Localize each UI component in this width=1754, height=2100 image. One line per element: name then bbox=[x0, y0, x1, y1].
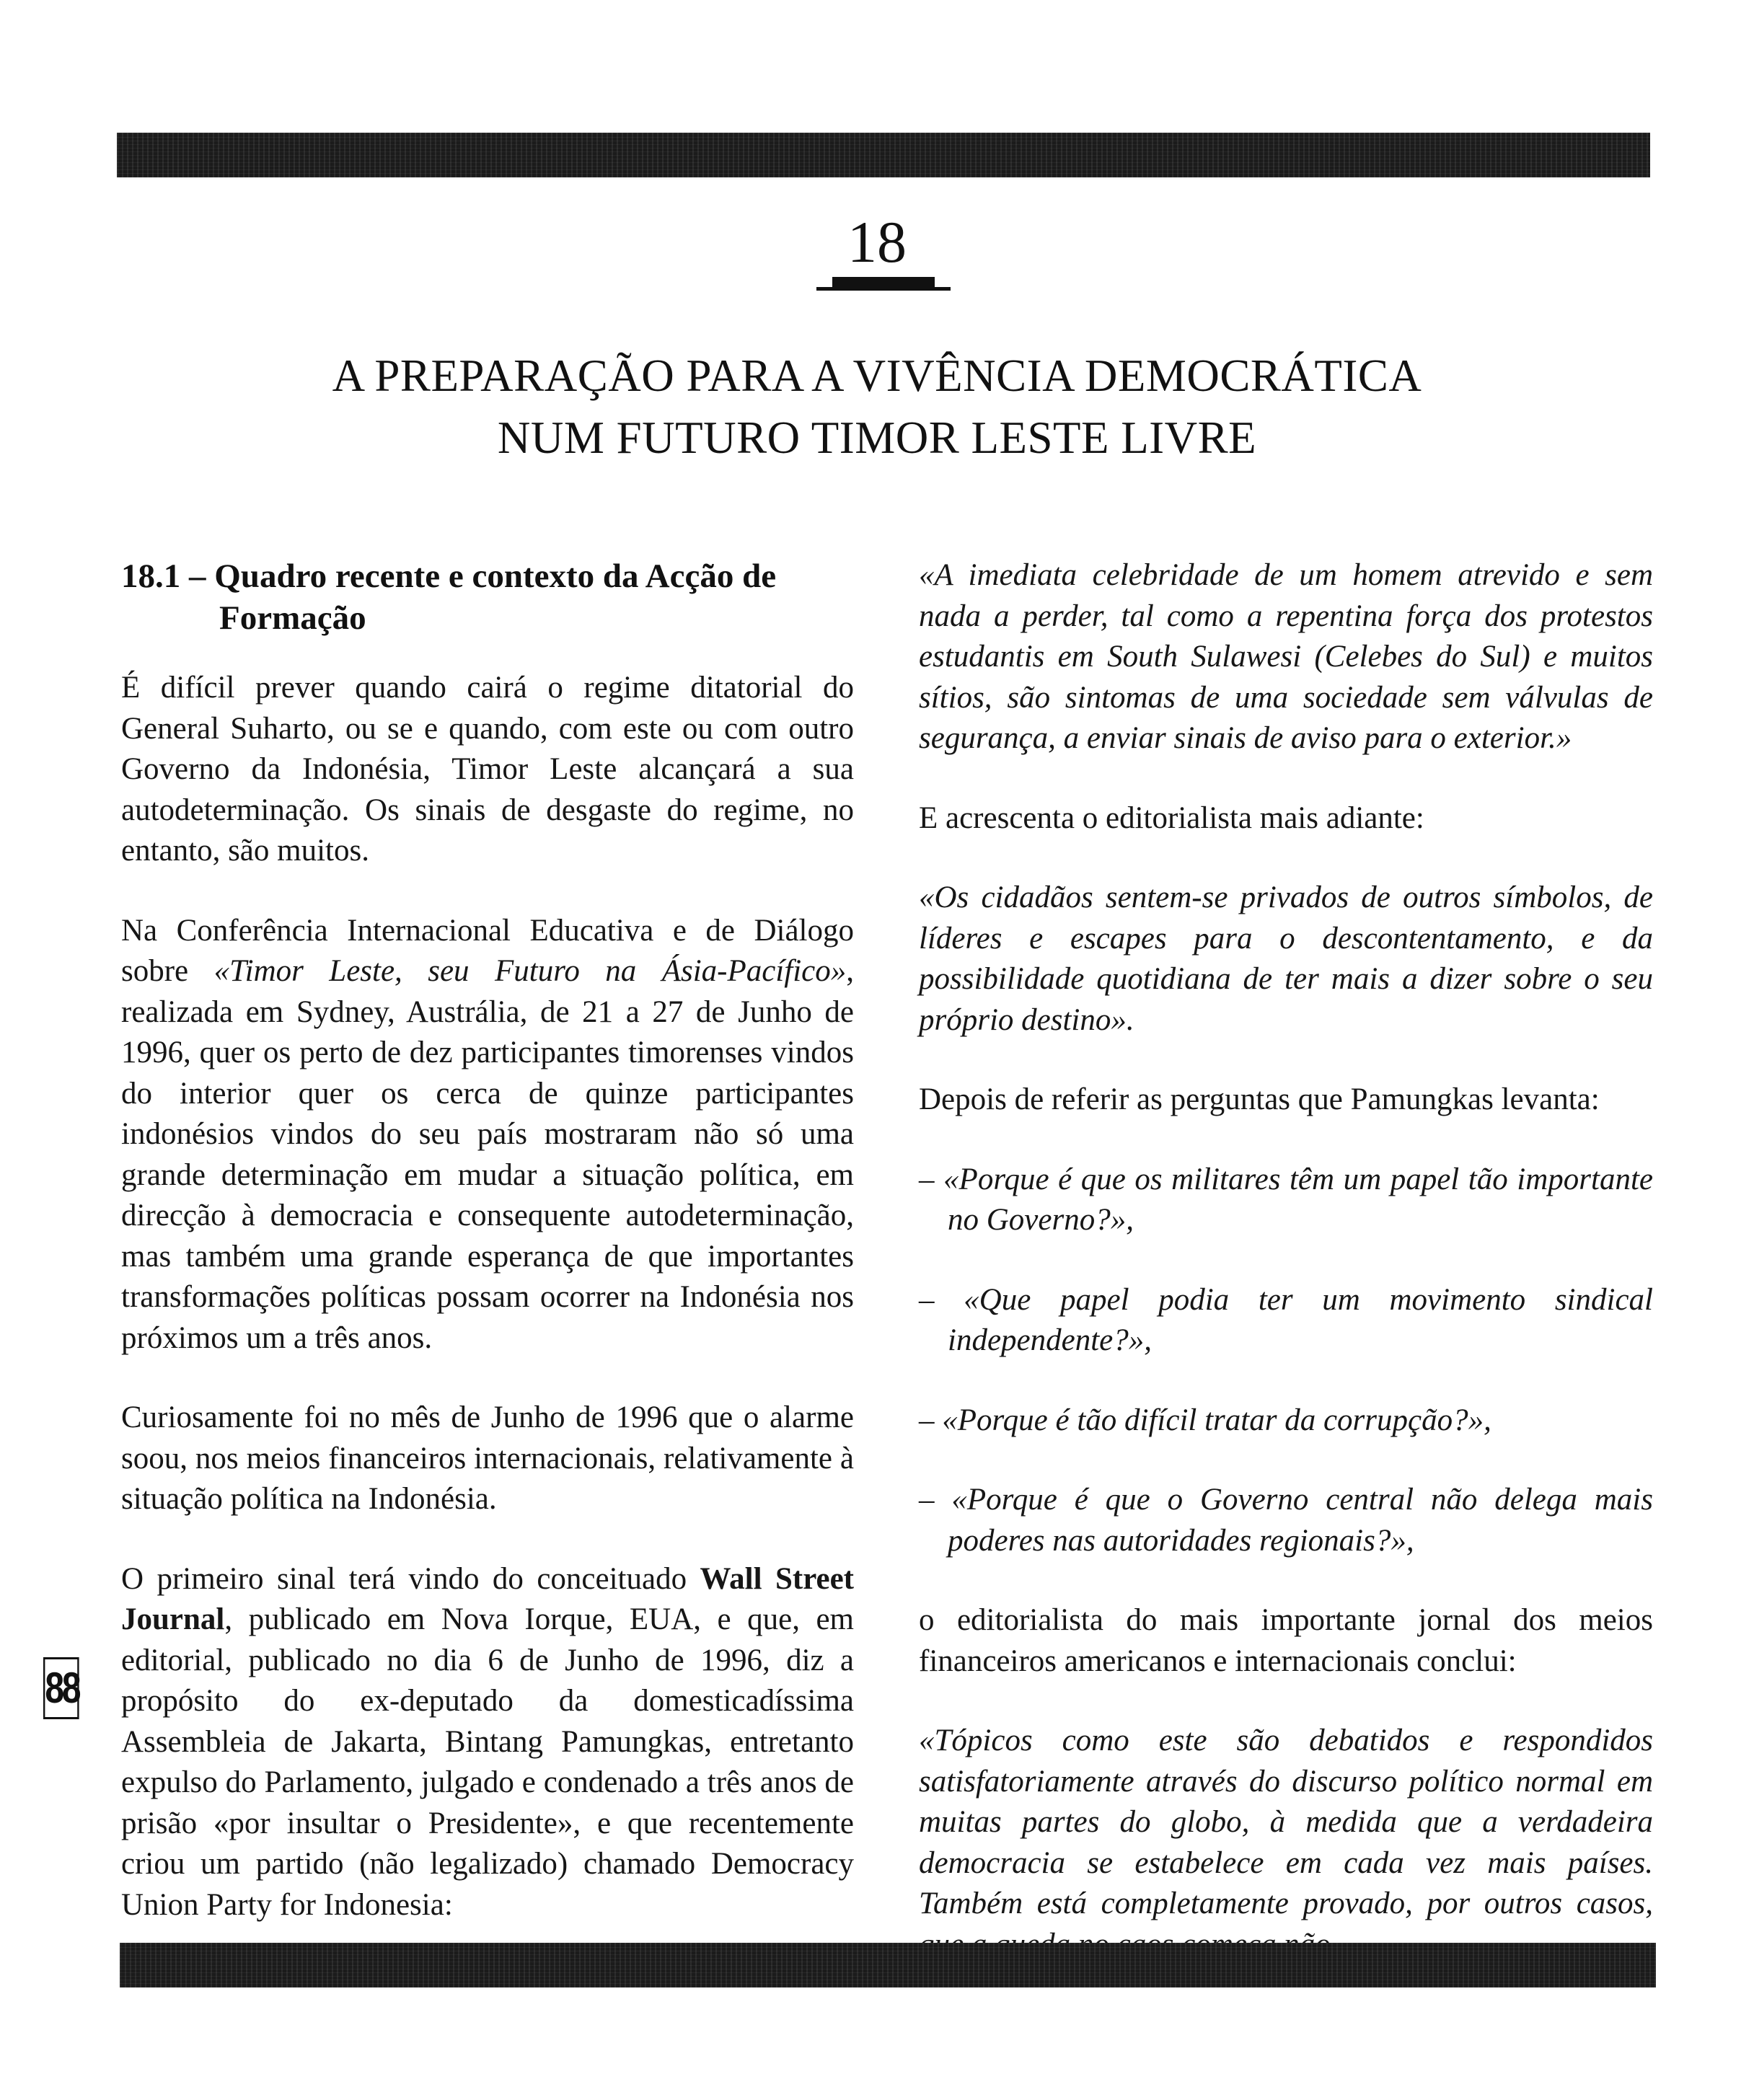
paragraph-wsj bbox=[121, 1559, 854, 1926]
section-heading: 18.1 – Quadro recente e contexto da Acção de Formação bbox=[121, 557, 777, 637]
wall-street-journal: Wall Street Journal bbox=[121, 1561, 854, 1636]
chapter-title-line-2: NUM FUTURO TIMOR LESTE LIVRE bbox=[497, 412, 1257, 463]
paragraph-wsj-text-a: O primeiro sinal terá vindo do conceituado bbox=[121, 1561, 700, 1596]
paragraph-conference bbox=[121, 911, 854, 1359]
right-column bbox=[919, 555, 1653, 2004]
paragraph-conference-text-a: Na Conferência Internacional Educativa e de Diálogo sobre bbox=[121, 913, 854, 988]
paragraph-editorialist-adds: E acrescenta o editorialista mais adiante: bbox=[919, 800, 1424, 835]
page-number: 88 bbox=[43, 1657, 79, 1719]
question-item: – «Porque é que os militares têm um papel tão importante no Governo?», bbox=[919, 1162, 1653, 1237]
paragraph-wsj-text-b: , publicado em Nova Iorque, EUA, e que, em editorial, publicado no dia 6 de Junho de 1996, diz a propósito do ex-deputado da domesticadíssima Assembleia de Jakarta, Bintang Pamungkas, entretanto expulso do Parlamento, julgado e condenado a três anos de prisão «por insultar o Presidente», e que recentemente criou um partido (não legalizado) chamado Democracy Union Party for Indonesia: bbox=[121, 1602, 854, 1922]
paragraph-intro: É difícil prever quando cairá o regime ditatorial do General Suharto, ou se e quando, com este ou com outro Governo da Indonésia, Timor Leste alcançará a sua autodeterminação. Os sinais de desgaste do regime, no entanto, são muitos. bbox=[121, 671, 854, 868]
paragraph-questions-intro: Depois de referir as perguntas que Pamungkas levanta: bbox=[919, 1082, 1600, 1116]
chapter-title-line-1: A PREPARAÇÃO PARA A VIVÊNCIA DEMOCRÁTICA bbox=[332, 350, 1422, 401]
quote-citizens: «Os cidadãos sentem-se privados de outros símbolos, de líderes e escapes para o descontentamento, e da possibilidade quotidiana de ter mais a dizer sobre o seu próprio destino». bbox=[919, 881, 1653, 1037]
question-item: – «Que papel podia ter um movimento sindical independente?», bbox=[919, 1282, 1653, 1357]
left-column bbox=[121, 555, 854, 1964]
top-decorative-bar bbox=[117, 133, 1650, 177]
bottom-decorative-bar bbox=[120, 1943, 1656, 1988]
chapter-number: 18 bbox=[847, 209, 907, 275]
paragraph-conclusion: o editorialista do mais importante jornal dos meios financeiros americanos e internacionais conclui: bbox=[919, 1603, 1653, 1678]
quote-celebrity: «A imediata celebridade de um homem atrevido e sem nada a perder, tal como a repentina força dos protestos estudantis em South Sulawesi (Celebes do Sul) e muitos sítios, são sintomas de uma sociedade sem válvulas de segurança, a enviar sinais de aviso para o exterior.» bbox=[919, 558, 1653, 755]
paragraph-conference-text-b: , realizada em Sydney, Austrália, de 21 a 27 de Junho de 1996, quer os perto de dez participantes timorenses vindos do interior quer os cerca de quinze participantes indonésios vindos do seu país mostraram não só uma grande determinação em mudar a situação política, em direcção à democracia e consequente autodeterminação, mas também uma grande esperança de que importantes transformações políticas possam ocorrer na Indonésia nos próximos um a três anos. bbox=[121, 954, 854, 1355]
question-item: – «Porque é tão difícil tratar da corrupção?», bbox=[919, 1403, 1491, 1437]
chapter-title bbox=[0, 345, 1754, 469]
paragraph-alarm: Curiosamente foi no mês de Junho de 1996 que o alarme soou, nos meios financeiros internacionais, relativamente à situação política na Indonésia. bbox=[121, 1400, 854, 1516]
quote-topics: «Tópicos como este são debatidos e respondidos satisfatoriamente através do discurso político normal em muitas partes do globo, à medida que a verdadeira democracia se estabelece em cada vez mais países. Também está completamente provado, por outros casos, bbox=[919, 1724, 1653, 1920]
question-item: – «Porque é que o Governo central não delega mais poderes nas autoridades regionais?», bbox=[919, 1483, 1653, 1558]
chapter-number-block bbox=[832, 277, 935, 288]
conference-title: «Timor Leste, seu Futuro na Ásia-Pacífico» bbox=[213, 954, 847, 988]
